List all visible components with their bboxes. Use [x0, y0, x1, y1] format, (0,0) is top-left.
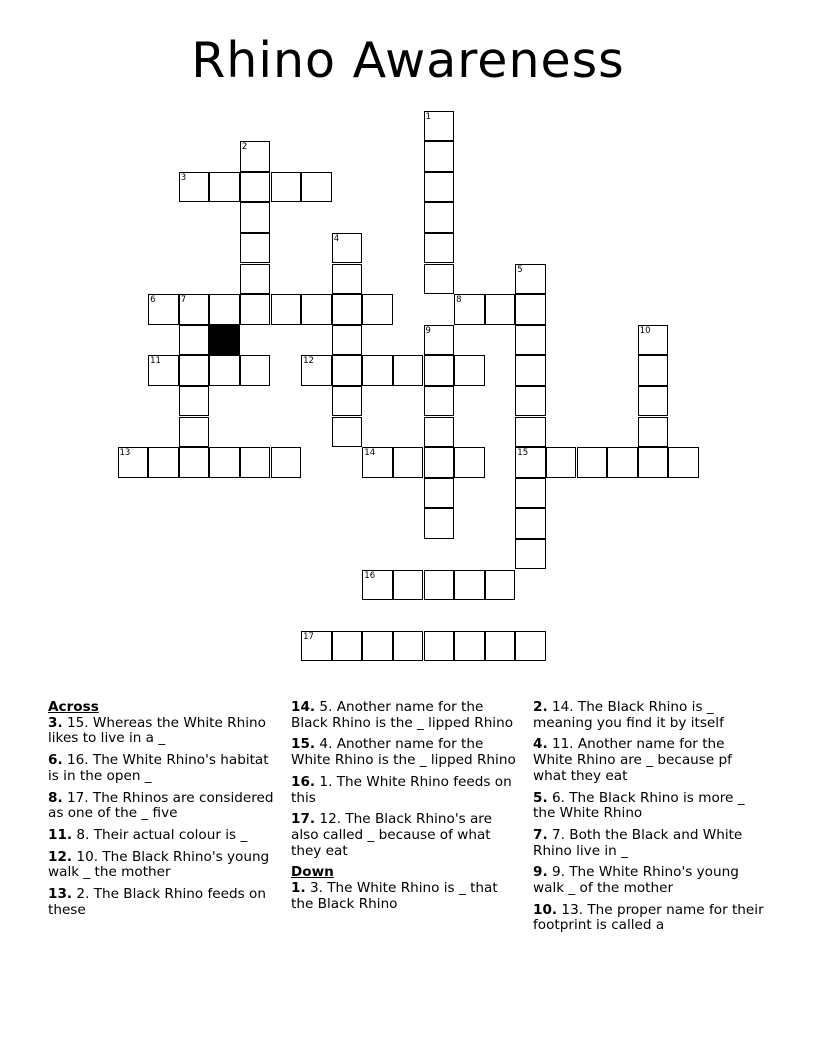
clue-number: 13. [48, 886, 73, 903]
grid-cell[interactable] [485, 294, 516, 325]
grid-cell[interactable] [332, 294, 363, 325]
across-clue [48, 716, 283, 747]
clue-number: 7. [533, 826, 548, 843]
clue-text: 15. Whereas the White Rhino likes to live in a _ [48, 714, 266, 747]
grid-cell[interactable] [485, 631, 516, 662]
grid-cell[interactable] [393, 570, 424, 601]
grid-cell[interactable] [332, 417, 363, 448]
grid-cell[interactable] [362, 294, 393, 325]
grid-cell[interactable] [515, 294, 546, 325]
grid-cell[interactable] [240, 294, 271, 325]
grid-cell[interactable] [332, 264, 363, 295]
clue-number-5: 5 [517, 264, 523, 275]
clue-number-17: 17 [303, 631, 314, 642]
across-clue [48, 828, 283, 844]
grid-cell[interactable] [148, 447, 179, 478]
down-clue [533, 865, 768, 896]
grid-cell[interactable] [668, 447, 699, 478]
grid-cell[interactable] [454, 355, 485, 386]
clue-number-12: 12 [303, 356, 314, 367]
clue-number: 2. [533, 699, 548, 715]
clue-text: 9. The White Rhino's young walk _ of the mother [533, 864, 739, 897]
across-clue [48, 850, 283, 881]
grid-cell[interactable] [240, 172, 271, 203]
clue-number-6: 6 [150, 295, 156, 306]
clue-text: 4. Another name for the White Rhino is the _ lipped Rhino [291, 736, 516, 769]
clues-column-2 [291, 700, 516, 918]
down-clue [533, 700, 768, 731]
clue-number: 6. [48, 752, 63, 769]
grid-cell[interactable] [332, 631, 363, 662]
clue-text: 11. Another name for the White Rhino are _ because pf what they eat [533, 736, 732, 784]
down-clue [533, 737, 768, 784]
grid-cell[interactable] [424, 141, 455, 172]
grid-cell[interactable] [271, 294, 302, 325]
grid-cell[interactable] [271, 172, 302, 203]
grid-cell[interactable] [454, 570, 485, 601]
across-heading: Across [48, 699, 99, 715]
grid-cell[interactable] [424, 233, 455, 264]
grid-cell[interactable] [179, 386, 210, 417]
clue-number-9: 9 [425, 325, 431, 336]
clue-number-8: 8 [456, 295, 462, 306]
clue-text: 16. The White Rhino's habitat is in the open _ [48, 752, 269, 784]
grid-cell[interactable] [393, 355, 424, 386]
grid-cell[interactable] [424, 570, 455, 601]
grid-cell[interactable] [424, 478, 455, 509]
clue-number-4: 4 [333, 233, 340, 244]
grid-cell[interactable] [240, 202, 271, 233]
grid-cell[interactable] [485, 570, 516, 601]
grid-cell[interactable] [515, 631, 546, 662]
clue-number-11: 11 [150, 356, 161, 367]
grid-cell[interactable] [240, 447, 271, 478]
clue-text: 14. The Black Rhino is _ meaning you find it by itself [533, 699, 724, 731]
clue-number-15: 15 [517, 448, 529, 459]
across-clue [291, 700, 516, 731]
down-heading: Down [291, 864, 334, 881]
clue-number-13: 13 [119, 448, 131, 459]
grid-cell[interactable] [515, 478, 546, 509]
grid-cell[interactable] [209, 355, 240, 386]
grid-cell[interactable] [515, 355, 546, 386]
clue-text: 13. The proper name for their footprint is called a [533, 901, 764, 934]
across-clue [291, 775, 516, 806]
grid-cell[interactable] [179, 325, 210, 356]
grid-cell[interactable] [638, 355, 669, 386]
grid-cell[interactable] [209, 447, 240, 478]
clues-column-3 [533, 700, 768, 940]
grid-cell[interactable] [301, 172, 332, 203]
clue-number: 17. [291, 811, 316, 828]
grid-cell[interactable] [515, 539, 546, 570]
clue-number: 8. [48, 789, 63, 806]
grid-cell[interactable] [638, 386, 669, 417]
grid-cell[interactable] [179, 355, 210, 386]
clue-number: 1. [291, 880, 306, 897]
grid-cell[interactable] [424, 172, 455, 203]
grid-cell[interactable] [515, 417, 546, 448]
grid-cell[interactable] [332, 325, 363, 356]
clue-number-14: 14 [364, 448, 376, 459]
clues-column-1 [48, 700, 283, 924]
grid-cell[interactable] [209, 172, 240, 203]
clue-number: 9. [533, 864, 548, 881]
grid-cell[interactable] [362, 631, 393, 662]
clue-number: 12. [48, 848, 73, 865]
clue-number-1: 1 [425, 111, 431, 122]
grid-cell[interactable] [515, 386, 546, 417]
grid-cell[interactable] [638, 417, 669, 448]
grid-cell[interactable] [393, 447, 424, 478]
grid-cell[interactable] [638, 447, 669, 478]
grid-cell[interactable] [424, 264, 455, 295]
grid-cell[interactable] [301, 294, 332, 325]
down-clue [533, 903, 768, 934]
clue-number-3: 3 [180, 172, 187, 183]
grid-cell[interactable] [515, 325, 546, 356]
clue-number: 14. [291, 699, 316, 715]
grid-cell[interactable] [424, 355, 455, 386]
across-clue [291, 812, 516, 859]
grid-cell[interactable] [362, 355, 393, 386]
down-clue [533, 828, 768, 859]
clue-number: 3. [48, 714, 63, 731]
grid-cell[interactable] [424, 631, 455, 662]
clue-number: 10. [533, 901, 558, 918]
clue-number-10: 10 [639, 325, 651, 336]
grid-cell[interactable] [515, 508, 546, 539]
grid-cell[interactable] [240, 264, 271, 295]
across-clue [48, 753, 283, 784]
clue-number: 16. [291, 773, 316, 790]
down-clue [291, 881, 516, 912]
grid-cell[interactable] [454, 447, 485, 478]
clue-text: 17. The Rhinos are considered as one of the _ five [48, 789, 274, 822]
grid-cell[interactable] [332, 386, 363, 417]
grid-cell[interactable] [271, 447, 302, 478]
grid-cell[interactable] [179, 417, 210, 448]
clue-text: 12. The Black Rhino's are also called _ because of what they eat [291, 811, 492, 859]
grid-cell[interactable] [546, 447, 577, 478]
clue-text: 5. Another name for the Black Rhino is the _ lipped Rhino [291, 699, 514, 731]
clue-number-16: 16 [364, 570, 376, 581]
grid-cell[interactable] [424, 508, 455, 539]
clue-text: 2. The Black Rhino feeds on these [48, 886, 266, 918]
grid-cell[interactable] [240, 355, 271, 386]
clue-number: 4. [533, 736, 548, 753]
clue-number-7: 7 [180, 295, 187, 306]
grid-cell[interactable] [607, 447, 638, 478]
grid-cell[interactable] [332, 355, 363, 386]
grid-cell[interactable] [424, 447, 455, 478]
grid-cell[interactable] [424, 386, 455, 417]
down-clue [533, 791, 768, 822]
clue-text: 10. The Black Rhino's young walk _ the mother [48, 848, 270, 881]
black-cell [209, 325, 240, 356]
clue-number: 11. [48, 826, 73, 843]
clue-text: 7. Both the Black and White Rhino live in _ [533, 826, 743, 859]
grid-cell[interactable] [577, 447, 608, 478]
clue-text: 8. Their actual colour is _ [72, 826, 248, 843]
grid-cell[interactable] [179, 447, 210, 478]
clue-text: 1. The White Rhino feeds on this [291, 773, 512, 806]
grid-cell[interactable] [209, 294, 240, 325]
clue-number: 5. [533, 789, 548, 806]
grid-cell[interactable] [454, 631, 485, 662]
grid-cell[interactable] [240, 233, 271, 264]
grid-cell[interactable] [424, 202, 455, 233]
across-clue [291, 737, 516, 768]
across-clue [48, 887, 283, 918]
across-clue [48, 791, 283, 822]
grid-cell[interactable] [393, 631, 424, 662]
clue-text: 6. The Black Rhino is more _ the White Rhino [533, 789, 745, 822]
puzzle-title: Rhino Awareness [191, 32, 625, 89]
clue-text: 3. The White Rhino is _ that the Black Rhino [291, 880, 498, 912]
grid-cell[interactable] [424, 417, 455, 448]
clue-number: 15. [291, 736, 316, 753]
clue-number-2: 2 [241, 142, 248, 153]
